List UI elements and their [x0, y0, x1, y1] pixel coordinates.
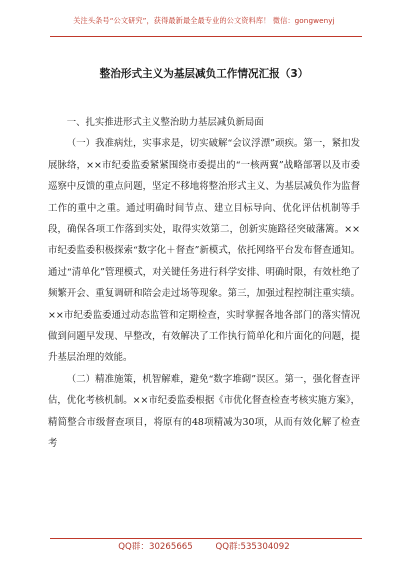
header-banner: 关注头条号“公文研究”，获得最新最全最专业的公文资料库！ 微信：gongwenyj	[73, 16, 335, 25]
footer-qq-group-1: QQ群：30265665	[118, 542, 193, 552]
paragraph-2: （二）精准施策，机智解难，避免“数字堆砌”误区。第一，强化督查评估，优化考核机制。××市纪委监委根据《市优化督查检查考核实施方案》，精简整合市级督查项目，将原有的48项精减为30项，从而有效化解了检查考	[48, 373, 360, 450]
footer-qq-group-2: QQ群:535304092	[215, 542, 290, 552]
section-heading: 一、扎实推进形式主义整治助力基层减负新局面	[66, 117, 264, 128]
footer-divider	[50, 538, 362, 539]
paragraph-1: （一）我准病灶，实事求是，切实破解“会议浮漂”顽疾。第一，紧扣发展脉络，××市纪委监委紧紧围绕市委提出的“一核两翼”战略部署以及市委巡察中反馈的重点问题，坚定不移地将整治形式主义、为基层减负作为监督工作的重中之重。通过明确时间节点、建立目标导向、优化评估机制等手段，确保各项工作落到实处，取得实效第二，创新实施路径突破藩篱。××市纪委监委积极探索“数字化＋督查”新模式，依托网络平台发布督查通知。通过“清单化”管理模式，对关键任务进行科学安排、明确时限，有效杜绝了频繁开会、重复调研和陪会走过场等现象。第三，加强过程控制注重实绩。××市纪委监委通过动态监管和定期检查，实时掌握各地各部门的落实情况做到问题早发现、早整改，有效解决了工作执行简单化和片面化的问题，提升基层治理的效能。	[48, 138, 360, 364]
document-body	[48, 112, 360, 455]
document-title: 整治形式主义为基层减负工作情况汇报（3）	[99, 68, 309, 80]
header-divider	[50, 36, 362, 37]
footer	[0, 540, 408, 552]
